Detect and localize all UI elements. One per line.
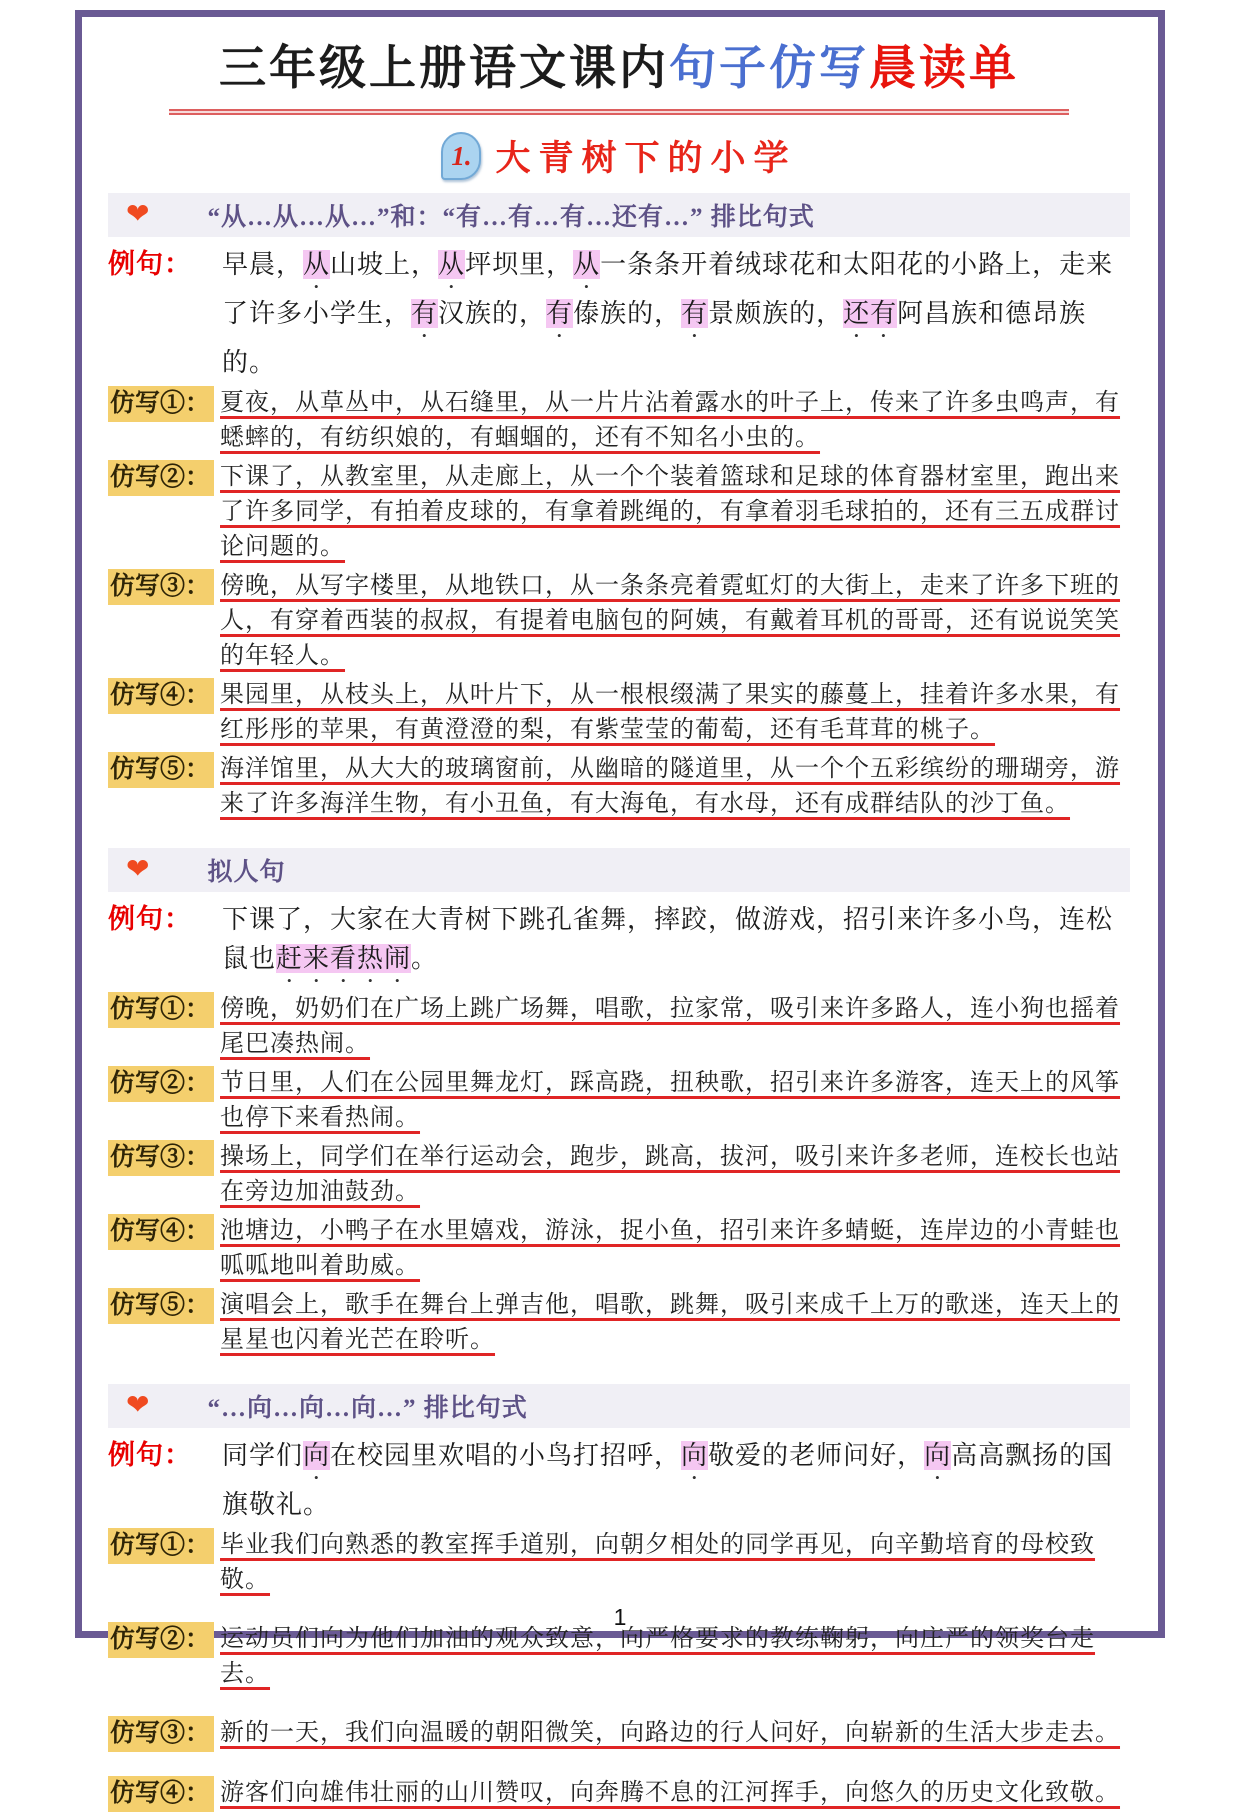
imitation-row <box>108 678 1130 748</box>
emphasized-text: 有 <box>411 299 439 328</box>
plain-text: 高高飘扬的国旗敬礼。 <box>222 1441 1114 1519</box>
imitation-text: 下课了，从教室里，从走廊上，从一个个装着篮球和足球的体育器材室里，跑出来了许多同学，有拍着皮球的，有拿着跳绳的，有拿着羽毛球拍的，还有三五成群讨论问题的。 <box>220 464 1121 560</box>
plain-text: 阿昌族和德昂族的。 <box>222 299 1087 377</box>
heart-icon: ❤ <box>126 1390 150 1421</box>
plain-text: 早晨， <box>222 250 304 279</box>
plain-text: 敬爱的老师问好， <box>708 1441 925 1470</box>
imitation-row <box>108 460 1130 565</box>
plain-text: 同学们 <box>222 1441 304 1470</box>
imitation-label: 仿写①： <box>108 386 214 422</box>
emphasized-text: 有 <box>546 299 574 328</box>
section-header <box>108 848 1130 892</box>
imitation-text: 新的一天，我们向温暖的朝阳微笑，向路边的行人问好，向崭新的生活大步走去。 <box>220 1720 1121 1746</box>
imitation-label: 仿写①： <box>108 992 214 1028</box>
example-row <box>108 900 1130 988</box>
imitation-row <box>108 569 1130 674</box>
emphasized-text: 向 <box>924 1441 952 1470</box>
example-label: 例句： <box>108 1440 192 1470</box>
title-divider <box>169 109 1068 115</box>
example-label: 例句： <box>108 904 192 934</box>
imitation-label: 仿写②： <box>108 460 214 496</box>
imitation-label: 仿写②： <box>108 1622 214 1658</box>
example-row <box>108 245 1130 382</box>
section-header <box>108 1384 1130 1428</box>
worksheet-page <box>75 10 1165 1807</box>
heart-icon: ❤ <box>126 854 150 885</box>
imitation-label: 仿写⑤： <box>108 752 214 788</box>
imitation-label: 仿写③： <box>108 1140 214 1176</box>
page-title <box>108 41 1130 97</box>
emphasized-text: 向 <box>303 1441 331 1470</box>
emphasized-text: 向 <box>681 1441 709 1470</box>
lesson-heading <box>108 129 1130 183</box>
imitation-text: 傍晚，奶奶们在广场上跳广场舞，唱歌，拉家常，吸引来许多路人，连小狗也摇着尾巴凑热闹。 <box>220 996 1121 1057</box>
imitation-text: 夏夜，从草丛中，从石缝里，从一片片沾着露水的叶子上，传来了许多虫鸣声，有蟋蟀的，有纺织娘的，有蝈蝈的，还有不知名小虫的。 <box>220 390 1121 451</box>
emphasized-text: 还有 <box>843 299 898 328</box>
imitation-text: 运动员们向为他们加油的观众致意，向严格要求的教练鞠躬，向庄严的领奖台走去。 <box>220 1626 1096 1687</box>
emphasized-text: 从 <box>438 250 466 279</box>
title-part-red: 晨读单 <box>869 43 1019 95</box>
imitation-text: 游客们向雄伟壮丽的山川赞叹，向奔腾不息的江河挥手，向悠久的历史文化致敬。 <box>220 1780 1121 1806</box>
section-niren-ju <box>108 848 1130 1358</box>
imitation-label: 仿写③： <box>108 1716 214 1752</box>
section-heading-label: 拟人句 <box>207 859 286 886</box>
emphasized-text: 从 <box>303 250 331 279</box>
imitation-row <box>108 1214 1130 1284</box>
imitation-label: 仿写②： <box>108 1066 214 1102</box>
imitation-row <box>108 1140 1130 1210</box>
example-text <box>204 1436 1130 1524</box>
imitation-text: 演唱会上，歌手在舞台上弹吉他，唱歌，跳舞，吸引来成千上万的歌迷，连天上的星星也闪着光芒在聆听。 <box>220 1292 1121 1353</box>
imitation-row <box>108 752 1130 822</box>
plain-text: 一条条开着绒球花和太阳花的小路上，走来了许多小学生， <box>222 250 1114 328</box>
emphasized-text: 赶来看热闹 <box>276 944 412 973</box>
title-part-black: 三年级上册语文课内 <box>219 43 669 95</box>
section-heading-label: “…向…向…向…” 排比句式 <box>207 1395 528 1422</box>
imitation-text: 毕业我们向熟悉的教室挥手道别，向朝夕相处的同学再见，向辛勤培育的母校致敬。 <box>220 1532 1096 1593</box>
imitation-text: 果园里，从枝头上，从叶片下，从一根根缀满了果实的藤蔓上，挂着许多水果，有红彤彤的苹果，有黄澄澄的梨，有紫莹莹的葡萄，还有毛茸茸的桃子。 <box>220 682 1121 743</box>
example-row <box>108 1436 1130 1524</box>
title-part-blue: 句子仿写 <box>669 43 869 95</box>
imitation-text: 操场上，同学们在举行运动会，跑步，跳高，拔河，吸引来许多老师，连校长也站在旁边加油鼓劲。 <box>220 1144 1121 1205</box>
imitation-row <box>108 386 1130 456</box>
imitation-label: 仿写④： <box>108 1776 214 1812</box>
section-paibi-cong-you <box>108 193 1130 822</box>
emphasized-text: 从 <box>573 250 601 279</box>
example-label: 例句： <box>108 249 192 279</box>
imitation-label: 仿写①： <box>108 1528 214 1564</box>
imitation-text: 节日里，人们在公园里舞龙灯，踩高跷，扭秧歌，招引来许多游客，连天上的风筝也停下来看热闹。 <box>220 1070 1121 1131</box>
imitation-label: 仿写④： <box>108 1214 214 1250</box>
imitation-row <box>108 1288 1130 1358</box>
page-number: 1 <box>613 1604 627 1630</box>
emphasized-text: 有 <box>681 299 709 328</box>
imitation-text: 海洋馆里，从大大的玻璃窗前，从幽暗的隧道里，从一个个五彩缤纷的珊瑚旁，游来了许多海洋生物，有小丑鱼，有大海龟，有水母，还有成群结队的沙丁鱼。 <box>220 756 1121 817</box>
lesson-number-badge: 1. <box>441 132 481 180</box>
plain-text: 在校园里欢唱的小鸟打招呼， <box>330 1441 682 1470</box>
lesson-title: 大青树下的小学 <box>495 139 797 178</box>
plain-text: 山坡上， <box>330 250 439 279</box>
plain-text: 傣族的， <box>573 299 682 328</box>
plain-text: 下课了，大家在大青树下跳孔雀舞，摔跤，做游戏，招引来许多小鸟，连松鼠也 <box>222 905 1114 973</box>
imitation-label: 仿写④： <box>108 678 214 714</box>
example-text <box>204 245 1130 382</box>
imitation-row <box>108 1716 1130 1752</box>
plain-text: 景颇族的， <box>708 299 844 328</box>
imitation-row <box>108 1066 1130 1136</box>
plain-text: 坪坝里， <box>465 250 574 279</box>
imitation-row <box>108 992 1130 1062</box>
heart-icon: ❤ <box>126 199 150 230</box>
plain-text: 。 <box>411 944 439 973</box>
imitation-row <box>108 1528 1130 1598</box>
section-heading-label: “从…从…从…”和：“有…有…有…还有…” 排比句式 <box>207 204 815 231</box>
example-text <box>204 900 1130 988</box>
imitation-text: 傍晚，从写字楼里，从地铁口，从一条条亮着霓虹灯的大街上，走来了许多下班的人，有穿着西装的叔叔，有提着电脑包的阿姨，有戴着耳机的哥哥，还有说说笑笑的年轻人。 <box>220 573 1121 669</box>
imitation-label: 仿写⑤： <box>108 1288 214 1324</box>
imitation-label: 仿写③： <box>108 569 214 605</box>
section-header <box>108 193 1130 237</box>
section-paibi-xiang <box>108 1384 1130 1812</box>
imitation-text: 池塘边，小鸭子在水里嬉戏，游泳，捉小鱼，招引来许多蜻蜓，连岸边的小青蛙也呱呱地叫着助威。 <box>220 1218 1121 1279</box>
plain-text: 汉族的， <box>438 299 547 328</box>
imitation-row <box>108 1622 1130 1692</box>
imitation-row <box>108 1776 1130 1812</box>
